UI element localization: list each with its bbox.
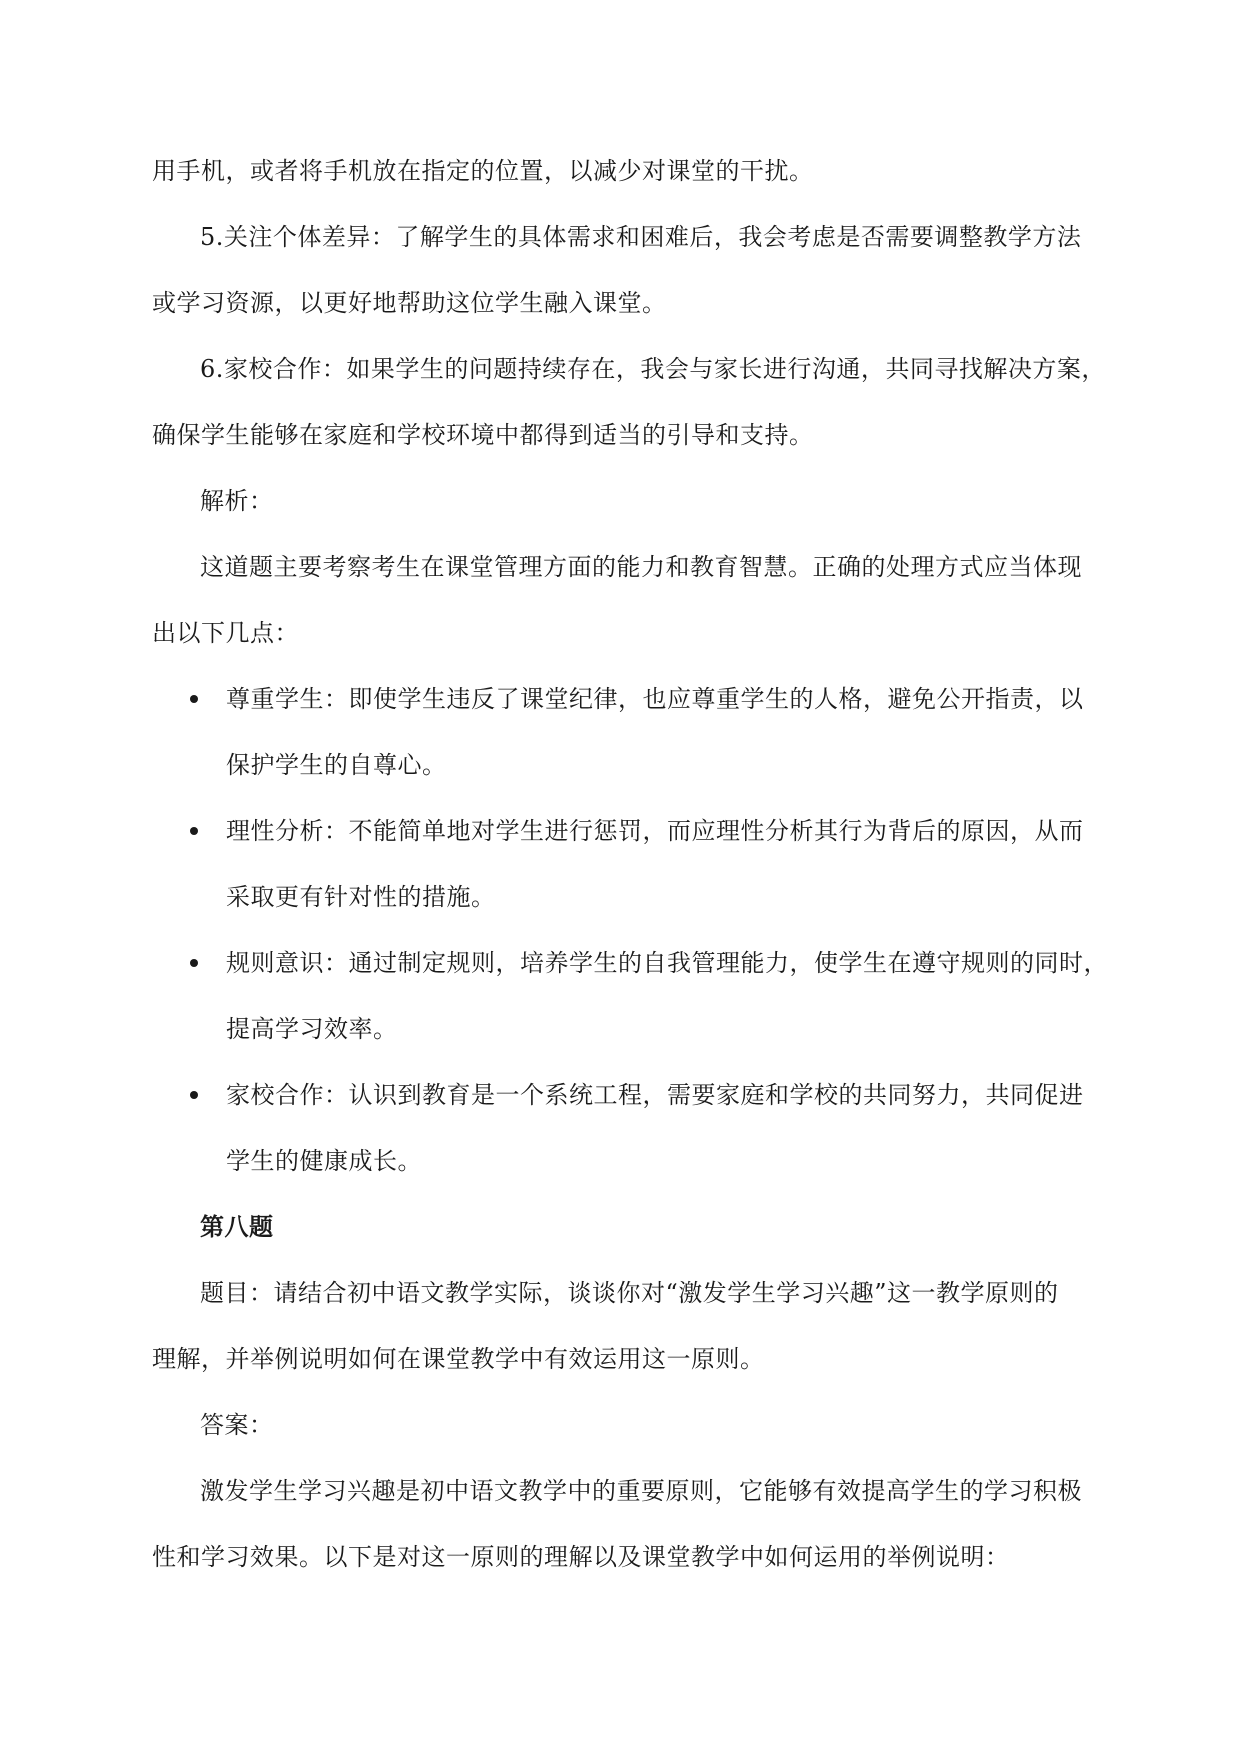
bullet-list-item (152, 930, 1108, 1062)
paragraph-line: 确保学生能够在家庭和学校环境中都得到适当的引导和支持。 (152, 421, 814, 449)
analysis-label: 解析： (200, 487, 274, 515)
bullet-line: 保护学生的自尊心。 (226, 751, 447, 779)
question-line: 题目：请结合初中语文教学实际，谈谈你对“激发学生学习兴趣”这一教学原则的 (200, 1279, 1059, 1307)
bullet-icon (190, 1091, 198, 1099)
bullet-line: 提高学习效率。 (226, 1015, 398, 1043)
paragraph-line: 这道题主要考察考生在课堂管理方面的能力和教育智慧。正确的处理方式应当体现 (200, 553, 1082, 581)
paragraph-line: 用手机，或者将手机放在指定的位置，以减少对课堂的干扰。 (152, 157, 814, 185)
bullet-icon (190, 959, 198, 967)
bullet-list-item (152, 1062, 1092, 1194)
bullet-line: 采取更有针对性的措施。 (226, 883, 496, 911)
bullet-line: 学生的健康成长。 (226, 1147, 422, 1175)
document-body (152, 138, 1108, 1590)
answer-line: 激发学生学习兴趣是初中语文教学中的重要原则，它能够有效提高学生的学习积极 (200, 1477, 1082, 1505)
bullet-line: 理性分析：不能简单地对学生进行惩罚，而应理性分析其行为背后的原因，从而 (226, 817, 1084, 845)
paragraph-line: 5.关注个体差异：了解学生的具体需求和困难后，我会考虑是否需要调整教学方法 (200, 223, 1082, 251)
answer-label: 答案： (200, 1411, 274, 1439)
bullet-line: 家校合作：认识到教育是一个系统工程，需要家庭和学校的共同努力，共同促进 (226, 1081, 1084, 1109)
bullet-icon (190, 827, 198, 835)
section-heading: 第八题 (200, 1212, 274, 1241)
paragraph-line: 出以下几点： (152, 619, 299, 647)
question-line: 理解，并举例说明如何在课堂教学中有效运用这一原则。 (152, 1345, 765, 1373)
answer-line: 性和学习效果。以下是对这一原则的理解以及课堂教学中如何运用的举例说明： (152, 1543, 1010, 1571)
bullet-line: 规则意识：通过制定规则，培养学生的自我管理能力，使学生在遵守规则的同时， (226, 949, 1108, 977)
bullet-list-item (152, 666, 1092, 798)
bullet-icon (190, 695, 198, 703)
bullet-list-item (152, 798, 1092, 930)
bullet-line: 尊重学生：即使学生违反了课堂纪律，也应尊重学生的人格，避免公开指责，以 (226, 685, 1084, 713)
paragraph-line: 或学习资源，以更好地帮助这位学生融入课堂。 (152, 289, 667, 317)
paragraph-line: 6.家校合作：如果学生的问题持续存在，我会与家长进行沟通，共同寻找解决方案， (200, 355, 1106, 383)
